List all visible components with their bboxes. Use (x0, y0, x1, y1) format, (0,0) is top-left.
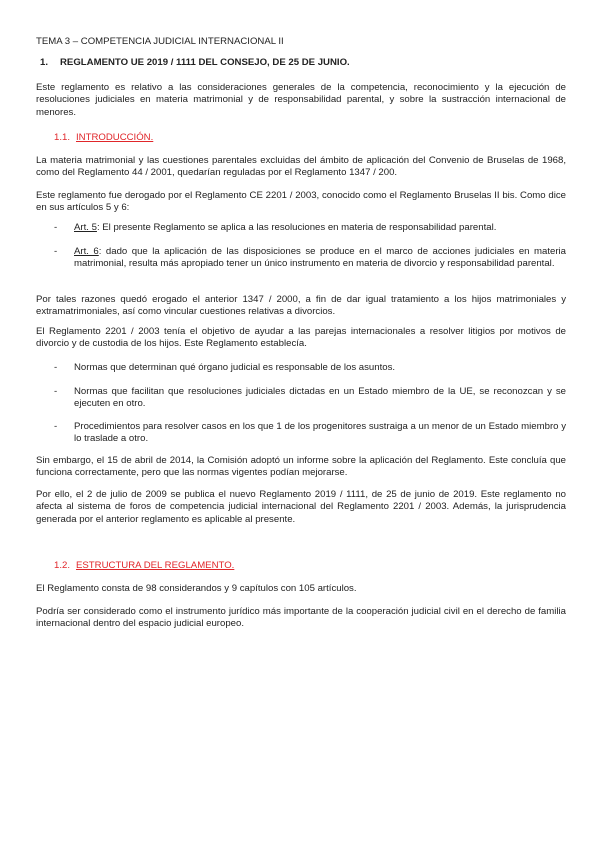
list-item-text: Normas que facilitan que resoluciones judiciales dictadas en un Estado miembro de la UE, se reconozcan y se ejecuten en otro. (74, 386, 566, 410)
subsection-title: ESTRUCTURA DEL REGLAMENTO. (76, 560, 235, 571)
list-item-text: Procedimientos para resolver casos en los que 1 de los progenitores sustraiga a un menor de un Estado miembro y lo traslade a otro. (74, 421, 566, 445)
paragraph-1: La materia matrimonial y las cuestiones parentales excluidas del ámbito de aplicación del Convenio de Bruselas de 1968, como del Reglamento 44 / 2001, quedarían reguladas por el Reglamento 1347 / 200. (36, 155, 566, 179)
article-item (54, 222, 566, 235)
article-text: : dado que la aplicación de las disposiciones se produce en el marco de acciones judiciales en materia matrimonial, resulta más apropiado tener un único instrumento en materia de divorcio y responsabilidad parental. (74, 246, 566, 270)
article-label: Art. 5 (74, 222, 97, 233)
bullet-dash: - (54, 421, 58, 432)
bullet-dash: - (54, 222, 58, 233)
subsection-title: INTRODUCCIÓN. (76, 132, 154, 143)
article-text: : El presente Reglamento se aplica a las resoluciones en materia de responsabilidad parental. (96, 222, 497, 233)
paragraph-2: Este reglamento fue derogado por el Reglamento CE 2201 / 2003, conocido como el Reglamento Bruselas II bis. Como dice en sus artículos 5 y 6: (36, 190, 566, 214)
section-number: 1. (40, 57, 49, 68)
subsection-number: 1.1. (54, 132, 71, 143)
bullet-dash: - (54, 362, 58, 373)
paragraph-3: Por tales razones quedó erogado el anterior 1347 / 2000, a fin de dar igual tratamiento a los hijos matrimoniales y extramatrimoniales, así como vincular cuestiones relativas a divorcios. (36, 294, 566, 318)
section-title: REGLAMENTO UE 2019 / 1111 DEL CONSEJO, DE 25 DE JUNIO. (60, 57, 350, 68)
subsection-heading-estructura (54, 560, 234, 571)
document-title: TEMA 3 – COMPETENCIA JUDICIAL INTERNACIONAL II (36, 36, 284, 47)
list-item (54, 386, 566, 412)
paragraph-5: Sin embargo, el 15 de abril de 2014, la Comisión adoptó un informe sobre la aplicación del Reglamento. Este concluía que funciona correctamente, pero que las normas vigentes podían mejorarse. (36, 455, 566, 479)
subsection-heading-introduccion (54, 132, 153, 143)
paragraph-4: El Reglamento 2201 / 2003 tenía el objetivo de ayudar a las parejas internacionales a resolver litigios por motivos de divorcio y de custodia de los hijos. Este Reglamento establecía. (36, 326, 566, 350)
section-heading-1 (40, 57, 350, 68)
bullet-dash: - (54, 386, 58, 397)
paragraph-7: El Reglamento consta de 98 considerandos y 9 capítulos con 105 artículos. (36, 583, 357, 594)
paragraph-8: Podría ser considerado como el instrumento jurídico más importante de la cooperación judicial civil en el derecho de familia internacional dentro del espacio judicial europeo. (36, 606, 566, 630)
bullet-dash: - (54, 246, 58, 257)
article-label: Art. 6 (74, 246, 99, 257)
list-item (54, 362, 566, 375)
article-item (54, 246, 566, 284)
intro-paragraph: Este reglamento es relativo a las consideraciones generales de la competencia, reconocimiento y la ejecución de resoluciones judiciales en materia matrimonial y de responsabilidad parental, y sobre la sustracción internacional de menores. (36, 82, 566, 118)
subsection-number: 1.2. (54, 560, 71, 571)
paragraph-6: Por ello, el 2 de julio de 2009 se publica el nuevo Reglamento 2019 / 1111, de 25 de junio de 2019. Este reglamento no afecta al sistema de foros de competencia judicial internacional del Reglamento 2201 / 2003. Además, la jurisprudencia generada por el anterior reglamento es aplicable al presente. (36, 489, 566, 525)
list-item-text: Normas que determinan qué órgano judicial es responsable de los asuntos. (74, 362, 396, 373)
list-item (54, 421, 566, 447)
